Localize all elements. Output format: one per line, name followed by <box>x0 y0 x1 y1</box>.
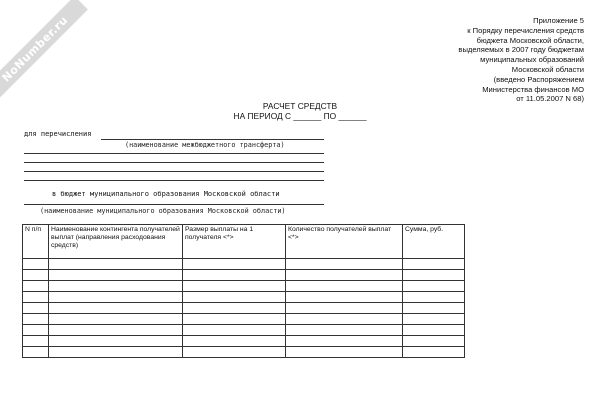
blank-line[interactable] <box>24 180 324 181</box>
appendix-line: (введено Распоряжением <box>493 74 584 84</box>
table-cell[interactable] <box>183 325 286 336</box>
table-cell[interactable] <box>183 347 286 358</box>
table-cell[interactable] <box>183 259 286 270</box>
table-row <box>23 281 465 292</box>
blank-line[interactable] <box>24 171 324 172</box>
header-recipient-count: Количество получателей выплат <*> <box>286 225 403 259</box>
table-cell[interactable] <box>23 325 49 336</box>
table-cell[interactable] <box>23 314 49 325</box>
purpose-input-line[interactable] <box>101 139 324 140</box>
table-cell[interactable] <box>286 325 403 336</box>
table-cell[interactable] <box>183 292 286 303</box>
table-cell[interactable] <box>49 270 183 281</box>
appendix-line: выделяемых в 2007 году бюджетам <box>458 45 584 55</box>
watermark-text: NoNumber.ru <box>0 0 88 102</box>
table-cell[interactable] <box>23 347 49 358</box>
table-cell[interactable] <box>183 281 286 292</box>
table-cell[interactable] <box>286 281 403 292</box>
table-cell[interactable] <box>49 336 183 347</box>
table-row <box>23 347 465 358</box>
table-row <box>23 270 465 281</box>
table-cell[interactable] <box>286 303 403 314</box>
table-cell[interactable] <box>286 259 403 270</box>
table-cell[interactable] <box>403 292 465 303</box>
table-cell[interactable] <box>403 347 465 358</box>
header-number: N п/п <box>23 225 49 259</box>
table-cell[interactable] <box>183 314 286 325</box>
table-cell[interactable] <box>23 259 49 270</box>
calculation-table <box>22 224 465 358</box>
header-sum: Сумма, руб. <box>403 225 465 259</box>
table-cell[interactable] <box>286 292 403 303</box>
table-cell[interactable] <box>49 347 183 358</box>
blank-line[interactable] <box>24 162 324 163</box>
budget-label: в бюджет муниципального образования Московской области <box>52 190 280 198</box>
appendix-line: Московской области <box>511 64 584 74</box>
table-cell[interactable] <box>49 292 183 303</box>
table-cell[interactable] <box>286 336 403 347</box>
table-row <box>23 325 465 336</box>
table-cell[interactable] <box>183 303 286 314</box>
appendix-line: муниципальных образований <box>480 55 584 65</box>
purpose-label: для перечисления <box>24 130 92 138</box>
table-cell[interactable] <box>23 270 49 281</box>
table-row <box>23 303 465 314</box>
municipality-input-line[interactable] <box>24 204 324 205</box>
title-line-2: НА ПЕРИОД С ______ ПО ______ <box>233 111 367 121</box>
table-cell[interactable] <box>183 336 286 347</box>
table-cell[interactable] <box>403 303 465 314</box>
table-row <box>23 336 465 347</box>
table-cell[interactable] <box>403 336 465 347</box>
table-cell[interactable] <box>286 270 403 281</box>
table-cell[interactable] <box>49 281 183 292</box>
appendix-line: Министерства финансов МО <box>482 84 584 94</box>
table-cell[interactable] <box>403 314 465 325</box>
title-line-1: РАСЧЕТ СРЕДСТВ <box>262 101 338 111</box>
table-cell[interactable] <box>23 303 49 314</box>
table-cell[interactable] <box>23 281 49 292</box>
table-cell[interactable] <box>49 259 183 270</box>
table-cell[interactable] <box>403 325 465 336</box>
appendix-note <box>384 16 584 104</box>
table-cell[interactable] <box>23 336 49 347</box>
table-row <box>23 314 465 325</box>
header-payment-size: Размер выплаты на 1 получателя <*> <box>183 225 286 259</box>
document-title <box>220 101 380 121</box>
appendix-line: к Порядку перечисления средств <box>467 25 584 35</box>
table-header-row <box>23 225 465 259</box>
appendix-line: от 11.05.2007 N 68) <box>516 94 584 104</box>
blank-line[interactable] <box>24 153 324 154</box>
table-cell[interactable] <box>23 292 49 303</box>
table-cell[interactable] <box>286 347 403 358</box>
purpose-caption: (наименование межбюджетного трансферта) <box>125 141 285 149</box>
table-cell[interactable] <box>403 259 465 270</box>
header-contingent: Наименование контингента получателей выплат (направления расходования средств) <box>49 225 183 259</box>
table-cell[interactable] <box>286 314 403 325</box>
table-row <box>23 292 465 303</box>
table-cell[interactable] <box>49 314 183 325</box>
table-cell[interactable] <box>403 281 465 292</box>
appendix-line: бюджета Московской области, <box>476 35 584 45</box>
table-row <box>23 259 465 270</box>
budget-caption: (наименование муниципального образования Московской области) <box>40 207 286 215</box>
table-cell[interactable] <box>403 270 465 281</box>
table-cell[interactable] <box>49 325 183 336</box>
appendix-line: Приложение 5 <box>533 16 584 25</box>
table-cell[interactable] <box>49 303 183 314</box>
table-cell[interactable] <box>183 270 286 281</box>
